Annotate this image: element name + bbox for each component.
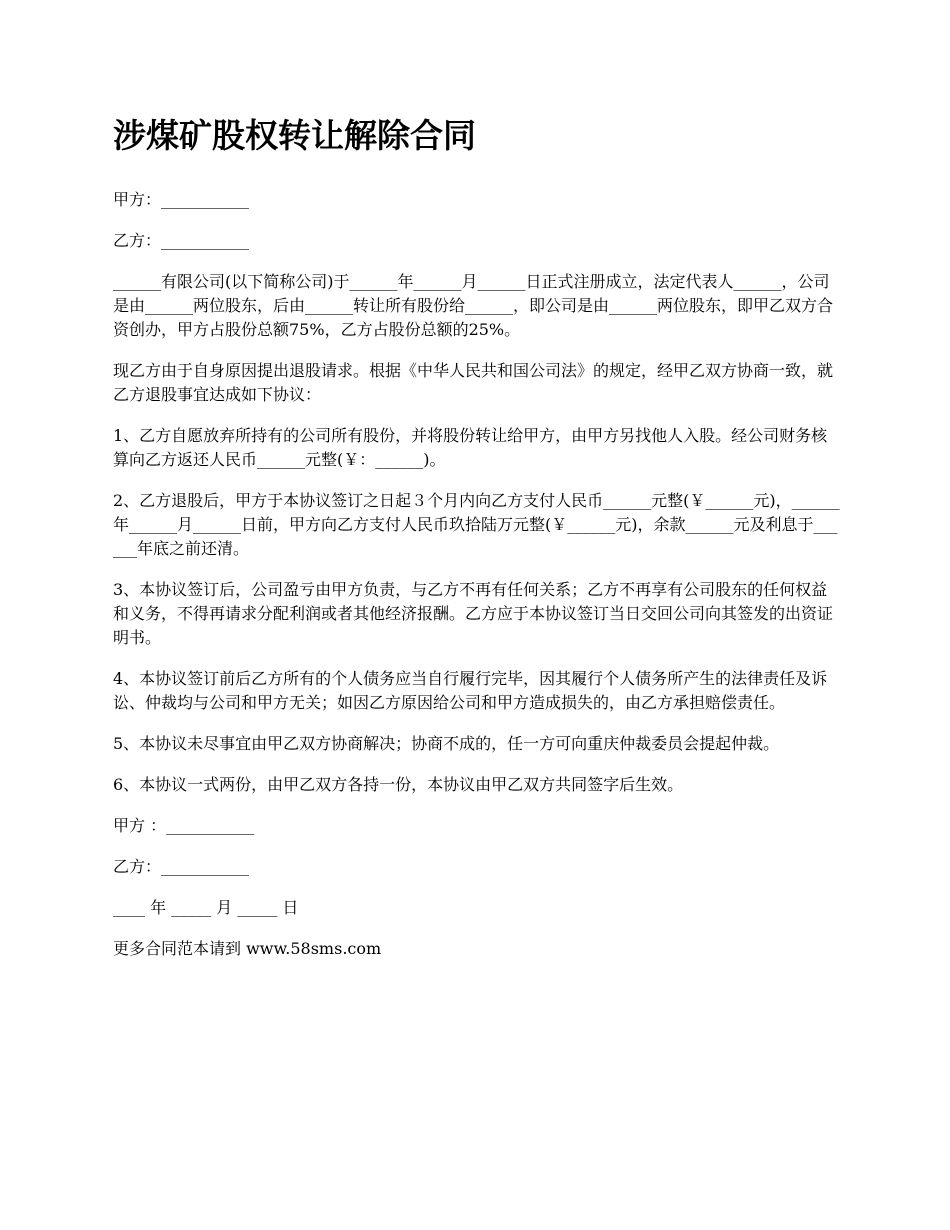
document-title: 涉煤矿股权转让解除合同	[113, 116, 476, 155]
contract-document	[113, 112, 841, 978]
clause-1: 1、乙方自愿放弃所持有的公司所有股份，并将股份转让给甲方，由甲方另找他人入股。经公司财务核算向乙方返还人民币______元整(￥：______)。	[113, 426, 828, 469]
party-a-line: 甲方：___________	[113, 190, 250, 209]
clause-5: 5、本协议未尽事宜由甲乙双方协商解决；协商不成的，任一方可向重庆仲裁委员会提起仲裁。	[113, 734, 780, 753]
clause-4: 4、本协议签订前后乙方所有的个人债务应当自行履行完毕，因其履行个人债务所产生的法律责任及诉讼、仲裁均与公司和甲方无关；如因乙方原因给公司和甲方造成损失的，由乙方承担赔偿责任。	[113, 669, 828, 712]
intro-paragraph: ______有限公司(以下简称公司)于______年______月______日正式注册成立，法定代表人______，公司是由______两位股东，后由______转让所有股份给______，即公司是由______两位股东，即甲乙双方合资创办，甲方占股份总额75%，乙方占股份总额的25%。	[113, 272, 834, 339]
clause-6: 6、本协议一式两份，由甲乙双方各持一份，本协议由甲乙双方共同签字后生效。	[113, 775, 684, 794]
signature-party-a: 甲方 ：___________	[113, 816, 255, 835]
footer-note: 更多合同范本请到 www.58sms.com	[113, 939, 382, 958]
signature-party-b: 乙方：___________	[113, 857, 250, 876]
signature-date: ____ 年 _____ 月 _____ 日	[113, 898, 299, 917]
clause-3: 3、本协议签订后，公司盈亏由甲方负责，与乙方不再有任何关系；乙方不再享有公司股东的任何权益和义务，不得再请求分配利润或者其他经济报酬。乙方应于本协议签订当日交回公司向其签发的出资证明书。	[113, 580, 834, 647]
clause-2: 2、乙方退股后，甲方于本协议签订之日起３个月内向乙方支付人民币______元整(￥______元)，______年______月______日前，甲方向乙方支付人民币玖拾陆万元整(￥______元)，余款______元及利息于______年底之前还清。	[113, 491, 840, 558]
reason-paragraph: 现乙方由于自身原因提出退股请求。根据《中华人民共和国公司法》的规定，经甲乙双方协商一致，就乙方退股事宜达成如下协议：	[113, 361, 834, 404]
party-b-line: 乙方：___________	[113, 231, 250, 250]
